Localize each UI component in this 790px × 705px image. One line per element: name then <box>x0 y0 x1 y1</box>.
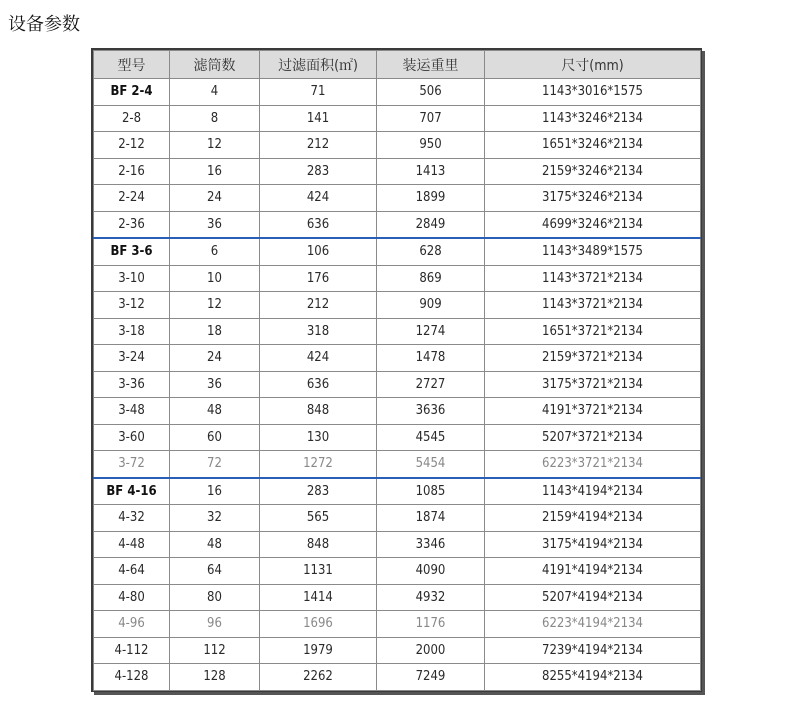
cell-dimensions: 7239*4194*2134 <box>485 637 701 664</box>
page-title: 设备参数 <box>8 14 80 35</box>
table-row <box>94 611 701 638</box>
cell-shipping-weight: 909 <box>377 292 485 319</box>
table-row <box>94 371 701 398</box>
cell-shipping-weight: 7249 <box>377 664 485 691</box>
cell-shipping-weight: 1274 <box>377 318 485 345</box>
cell-filter-area: 71 <box>260 79 377 106</box>
header-filter-area: 过滤面积(㎡) <box>260 51 377 79</box>
cell-cartridge-count: 72 <box>170 451 260 478</box>
cell-cartridge-count: 64 <box>170 558 260 585</box>
cell-cartridge-count: 12 <box>170 132 260 159</box>
cell-shipping-weight: 1874 <box>377 505 485 532</box>
table-row <box>94 664 701 691</box>
cell-shipping-weight: 1176 <box>377 611 485 638</box>
cell-model: BF 2-4 <box>94 79 170 106</box>
table-row <box>94 158 701 185</box>
cell-filter-area: 212 <box>260 292 377 319</box>
cell-filter-area: 1414 <box>260 584 377 611</box>
cell-cartridge-count: 48 <box>170 398 260 425</box>
table-row <box>94 637 701 664</box>
cell-dimensions: 5207*3721*2134 <box>485 424 701 451</box>
cell-dimensions: 2159*4194*2134 <box>485 505 701 532</box>
cell-dimensions: 1651*3721*2134 <box>485 318 701 345</box>
table-row <box>94 132 701 159</box>
cell-dimensions: 1143*3016*1575 <box>485 79 701 106</box>
cell-shipping-weight: 628 <box>377 238 485 265</box>
cell-dimensions: 1143*4194*2134 <box>485 478 701 505</box>
cell-filter-area: 141 <box>260 105 377 132</box>
cell-model: 4-128 <box>94 664 170 691</box>
cell-shipping-weight: 5454 <box>377 451 485 478</box>
cell-model: 4-96 <box>94 611 170 638</box>
cell-dimensions: 3175*4194*2134 <box>485 531 701 558</box>
cell-filter-area: 636 <box>260 211 377 238</box>
cell-cartridge-count: 48 <box>170 531 260 558</box>
cell-cartridge-count: 32 <box>170 505 260 532</box>
cell-shipping-weight: 2000 <box>377 637 485 664</box>
cell-filter-area: 106 <box>260 238 377 265</box>
cell-model: 2-24 <box>94 185 170 212</box>
cell-dimensions: 6223*4194*2134 <box>485 611 701 638</box>
cell-cartridge-count: 18 <box>170 318 260 345</box>
cell-cartridge-count: 36 <box>170 371 260 398</box>
table-row <box>94 584 701 611</box>
cell-dimensions: 2159*3246*2134 <box>485 158 701 185</box>
cell-cartridge-count: 96 <box>170 611 260 638</box>
table-row <box>94 238 701 265</box>
header-model: 型号 <box>94 51 170 79</box>
cell-shipping-weight: 950 <box>377 132 485 159</box>
cell-model: 4-64 <box>94 558 170 585</box>
cell-model: 4-32 <box>94 505 170 532</box>
cell-dimensions: 1143*3721*2134 <box>485 292 701 319</box>
cell-dimensions: 4191*3721*2134 <box>485 398 701 425</box>
table-header-row <box>94 51 701 79</box>
cell-filter-area: 424 <box>260 345 377 372</box>
cell-model: 3-24 <box>94 345 170 372</box>
table-row <box>94 265 701 292</box>
cell-filter-area: 283 <box>260 478 377 505</box>
cell-shipping-weight: 1085 <box>377 478 485 505</box>
cell-dimensions: 4699*3246*2134 <box>485 211 701 238</box>
cell-filter-area: 1696 <box>260 611 377 638</box>
cell-dimensions: 5207*4194*2134 <box>485 584 701 611</box>
cell-model: 3-18 <box>94 318 170 345</box>
cell-dimensions: 8255*4194*2134 <box>485 664 701 691</box>
cell-model: 3-72 <box>94 451 170 478</box>
cell-filter-area: 176 <box>260 265 377 292</box>
cell-filter-area: 1272 <box>260 451 377 478</box>
cell-model: 2-16 <box>94 158 170 185</box>
cell-shipping-weight: 2727 <box>377 371 485 398</box>
cell-cartridge-count: 36 <box>170 211 260 238</box>
cell-dimensions: 1143*3489*1575 <box>485 238 701 265</box>
cell-filter-area: 848 <box>260 531 377 558</box>
cell-model: 4-80 <box>94 584 170 611</box>
cell-cartridge-count: 112 <box>170 637 260 664</box>
cell-filter-area: 1979 <box>260 637 377 664</box>
cell-dimensions: 6223*3721*2134 <box>485 451 701 478</box>
cell-shipping-weight: 4932 <box>377 584 485 611</box>
table-row <box>94 318 701 345</box>
table-row <box>94 105 701 132</box>
cell-dimensions: 4191*4194*2134 <box>485 558 701 585</box>
cell-filter-area: 1131 <box>260 558 377 585</box>
table-row <box>94 478 701 505</box>
cell-cartridge-count: 16 <box>170 478 260 505</box>
table-row <box>94 345 701 372</box>
table-row <box>94 558 701 585</box>
cell-cartridge-count: 12 <box>170 292 260 319</box>
parameters-table-frame <box>91 48 702 692</box>
cell-cartridge-count: 60 <box>170 424 260 451</box>
cell-shipping-weight: 1413 <box>377 158 485 185</box>
cell-shipping-weight: 1899 <box>377 185 485 212</box>
table-row <box>94 185 701 212</box>
table-row <box>94 79 701 106</box>
cell-filter-area: 565 <box>260 505 377 532</box>
cell-shipping-weight: 2849 <box>377 211 485 238</box>
cell-cartridge-count: 4 <box>170 79 260 106</box>
cell-model: 3-36 <box>94 371 170 398</box>
table-row <box>94 398 701 425</box>
table-row <box>94 451 701 478</box>
table-body <box>94 79 701 691</box>
cell-filter-area: 212 <box>260 132 377 159</box>
table-row <box>94 292 701 319</box>
parameters-table <box>93 50 701 691</box>
cell-cartridge-count: 80 <box>170 584 260 611</box>
cell-model: 3-48 <box>94 398 170 425</box>
cell-shipping-weight: 4090 <box>377 558 485 585</box>
cell-dimensions: 1143*3721*2134 <box>485 265 701 292</box>
cell-filter-area: 130 <box>260 424 377 451</box>
cell-model: 3-10 <box>94 265 170 292</box>
cell-filter-area: 2262 <box>260 664 377 691</box>
cell-filter-area: 318 <box>260 318 377 345</box>
table-row <box>94 531 701 558</box>
cell-model: 2-8 <box>94 105 170 132</box>
cell-shipping-weight: 1478 <box>377 345 485 372</box>
cell-shipping-weight: 707 <box>377 105 485 132</box>
cell-filter-area: 283 <box>260 158 377 185</box>
cell-dimensions: 1143*3246*2134 <box>485 105 701 132</box>
cell-model: 3-60 <box>94 424 170 451</box>
cell-model: BF 3-6 <box>94 238 170 265</box>
cell-model: 3-12 <box>94 292 170 319</box>
cell-cartridge-count: 24 <box>170 345 260 372</box>
header-cartridge-count: 滤筒数 <box>170 51 260 79</box>
cell-model: 4-48 <box>94 531 170 558</box>
table-row <box>94 505 701 532</box>
cell-shipping-weight: 4545 <box>377 424 485 451</box>
cell-shipping-weight: 506 <box>377 79 485 106</box>
cell-filter-area: 424 <box>260 185 377 212</box>
cell-filter-area: 636 <box>260 371 377 398</box>
cell-model: 2-12 <box>94 132 170 159</box>
cell-dimensions: 3175*3721*2134 <box>485 371 701 398</box>
table-row <box>94 211 701 238</box>
cell-shipping-weight: 3636 <box>377 398 485 425</box>
cell-dimensions: 2159*3721*2134 <box>485 345 701 372</box>
header-shipping-weight: 装运重里 <box>377 51 485 79</box>
cell-cartridge-count: 10 <box>170 265 260 292</box>
cell-dimensions: 3175*3246*2134 <box>485 185 701 212</box>
cell-cartridge-count: 128 <box>170 664 260 691</box>
header-dimensions: 尺寸(mm) <box>485 51 701 79</box>
cell-model: BF 4-16 <box>94 478 170 505</box>
cell-model: 2-36 <box>94 211 170 238</box>
cell-dimensions: 1651*3246*2134 <box>485 132 701 159</box>
cell-filter-area: 848 <box>260 398 377 425</box>
cell-cartridge-count: 6 <box>170 238 260 265</box>
cell-shipping-weight: 3346 <box>377 531 485 558</box>
table-row <box>94 424 701 451</box>
cell-model: 4-112 <box>94 637 170 664</box>
cell-cartridge-count: 8 <box>170 105 260 132</box>
cell-cartridge-count: 16 <box>170 158 260 185</box>
cell-cartridge-count: 24 <box>170 185 260 212</box>
cell-shipping-weight: 869 <box>377 265 485 292</box>
